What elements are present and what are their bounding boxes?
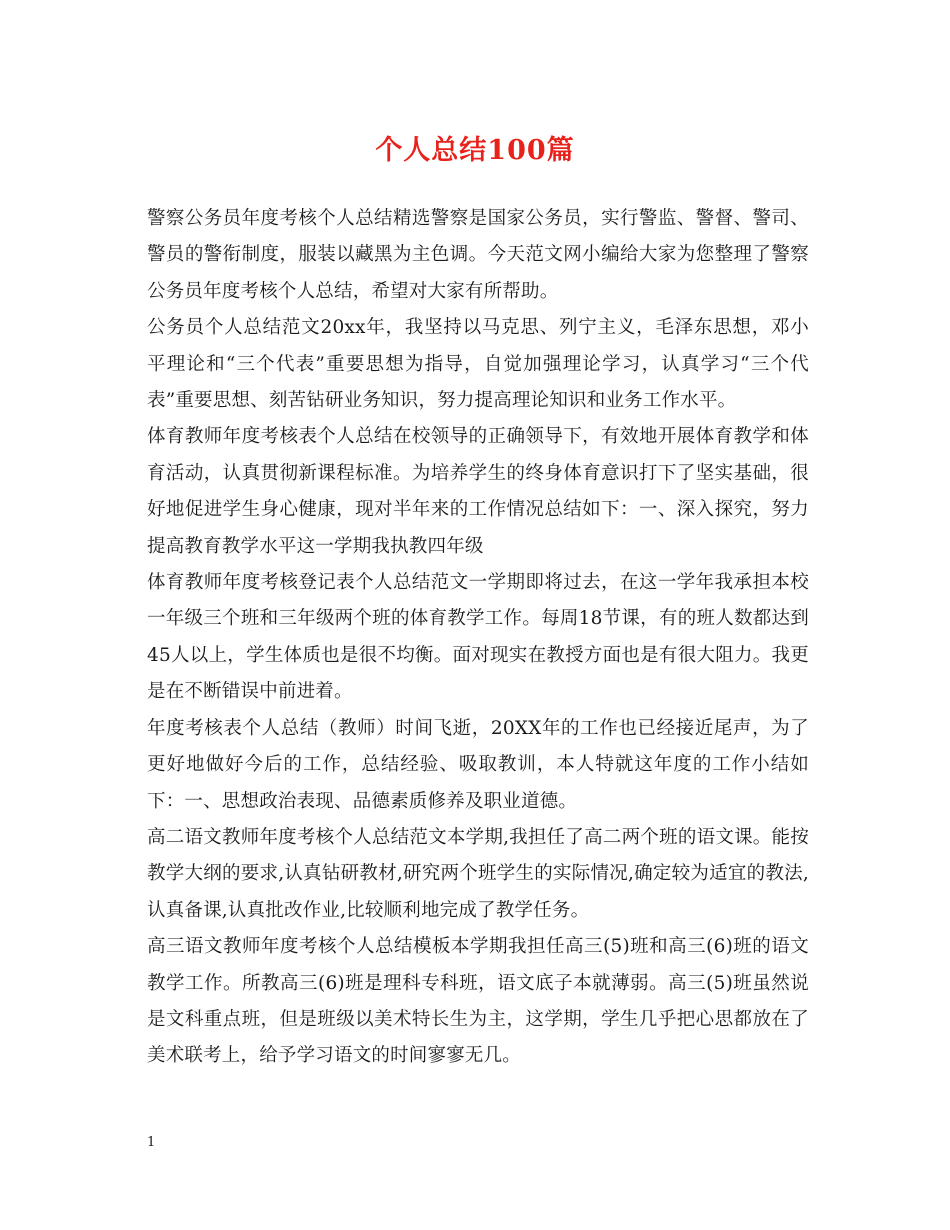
paragraph: 高三语文教师年度考核个人总结模板本学期我担任高三(5)班和高三(6)班的语文教学工作。所教高三(6)班是理科专科班，语文底子本就薄弱。高三(5)班虽然说是文科重点班，但是班级以美术特长生为主，这学期，学生几乎把心思都放在了美术联考上，给予学习语文的时间寥寥无几。 bbox=[147, 936, 809, 1067]
paragraph: 体育教师年度考核表个人总结在校领导的正确领导下，有效地开展体育教学和体育活动，认真贯彻新课程标准。为培养学生的终身体育意识打下了坚实基础，很好地促进学生身心健康，现对半年来的工作情况总结如下：一、深入探究，努力提高教育教学水平这一学期我执教四年级 bbox=[147, 426, 809, 557]
page-number: 1 bbox=[147, 1135, 156, 1150]
document-body bbox=[147, 201, 809, 1075]
paragraph: 体育教师年度考核登记表个人总结范文一学期即将过去，在这一学年我承担本校一年级三个班和三年级两个班的体育教学工作。每周18节课，有的班人数都达到45人以上，学生体质也是很不均衡。面对现实在教授方面也是有很大阻力。我更是在不断错误中前进着。 bbox=[147, 572, 809, 703]
document-title: 个人总结100篇 bbox=[375, 135, 575, 166]
paragraph: 高二语文教师年度考核个人总结范文本学期,我担任了高二两个班的语文课。能按教学大纲的要求,认真钻研教材,研究两个班学生的实际情况,确定较为适宜的教法,认真备课,认真批改作业,比较顺利地完成了教学任务。 bbox=[147, 826, 809, 921]
paragraph: 公务员个人总结范文20xx年，我坚持以马克思、列宁主义，毛泽东思想，邓小平理论和“三个代表”重要思想为指导，自觉加强理论学习，认真学习“三个代表”重要思想、刻苦钻研业务知识，努力提高理论知识和业务工作水平。 bbox=[147, 317, 809, 412]
paragraph: 警察公务员年度考核个人总结精选警察是国家公务员，实行警监、警督、警司、警员的警衔制度，服装以藏黑为主色调。今天范文网小编给大家为您整理了警察公务员年度考核个人总结，希望对大家有所帮助。 bbox=[147, 208, 809, 302]
paragraph: 年度考核表个人总结（教师）时间飞逝，20XX年的工作也已经接近尾声，为了更好地做好今后的工作，总结经验、吸取教训，本人特就这年度的工作小结如下：一、思想政治表现、品德素质修养及职业道德。 bbox=[147, 717, 809, 812]
